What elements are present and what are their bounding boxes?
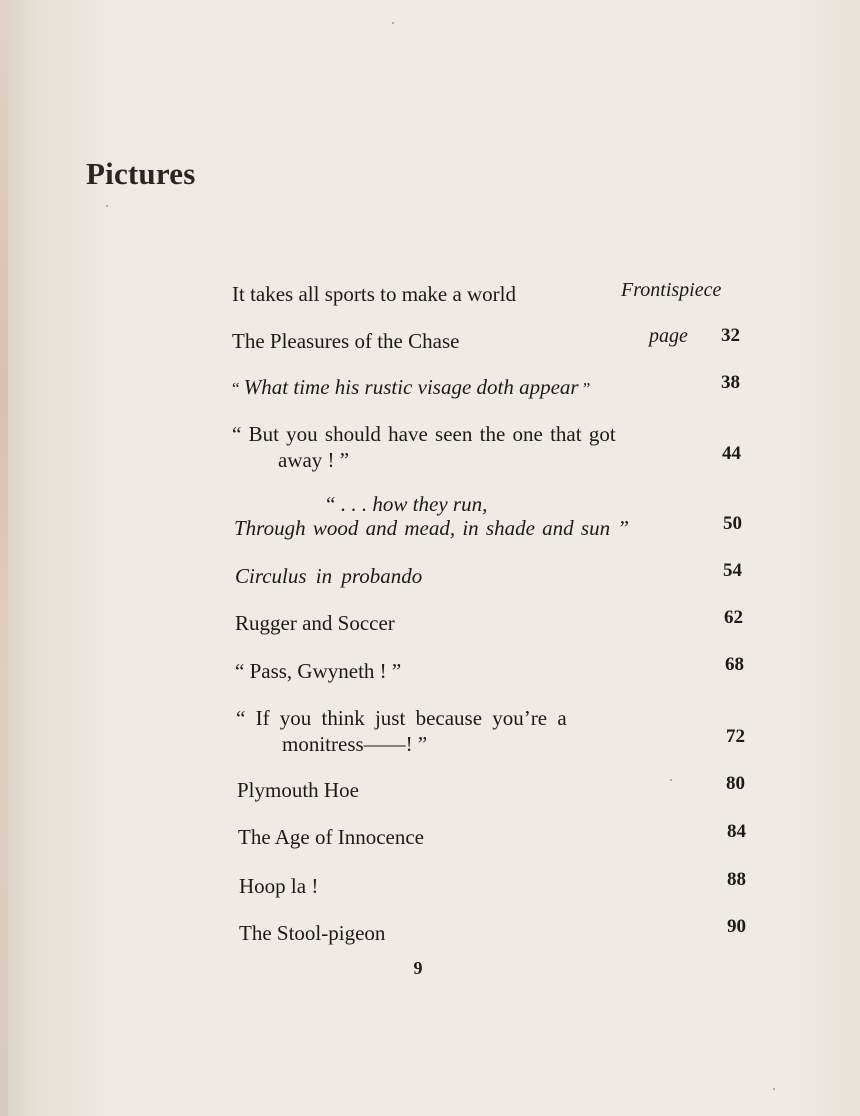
page-title: Pictures — [86, 156, 196, 191]
list-item-title: “ Pass, Gwyneth ! ” — [235, 659, 402, 683]
list-item-page: Frontispiece — [621, 279, 722, 301]
title-text: What time his rustic visage doth appear — [243, 375, 579, 399]
page-gutter-shadow — [0, 0, 8, 1116]
list-item-title-line2: monitress——! ” — [282, 732, 428, 756]
list-item-page: 44 — [722, 443, 741, 464]
list-item-title: It takes all sports to make a world — [232, 282, 517, 306]
list-item-title-line1: “ But you should have seen the one that got — [232, 422, 616, 446]
list-item-page: 90 — [727, 916, 746, 937]
list-item-page: 88 — [727, 869, 746, 890]
paper-speck — [670, 779, 672, 781]
list-item-page: 72 — [726, 726, 745, 747]
list-item-page: 50 — [723, 513, 742, 534]
list-item-title-line2: away ! ” — [278, 448, 350, 472]
list-item-page: 32 — [721, 325, 740, 346]
list-item-title: Circulus in probando — [235, 564, 423, 588]
list-item-page: 38 — [721, 372, 740, 393]
list-item-title-line1: “ . . . how they run, — [324, 492, 488, 516]
page-number: 9 — [413, 958, 423, 978]
list-item-title: The Stool-pigeon — [239, 921, 386, 945]
quote-open: “ — [232, 379, 244, 398]
list-item-title: Hoop la ! — [239, 874, 319, 898]
list-item-title-line1: “ If you think just because you’re a — [236, 706, 567, 730]
paper-speck — [392, 22, 394, 24]
paper-speck — [773, 1088, 775, 1090]
list-item-page: 84 — [727, 821, 746, 842]
list-item-title: Rugger and Soccer — [235, 611, 395, 635]
list-item-title: The Pleasures of the Chase — [232, 329, 460, 353]
list-item-title — [232, 374, 590, 402]
list-item-title: Plymouth Hoe — [237, 778, 359, 802]
list-item-title: The Age of Innocence — [238, 825, 424, 849]
paper-speck — [106, 205, 108, 207]
list-item-page: 54 — [723, 560, 742, 581]
list-item-page: 80 — [726, 773, 745, 794]
list-item-title-line2: Through wood and mead, in shade and sun ” — [234, 516, 629, 540]
quote-close: ” — [578, 379, 591, 398]
page-label: page — [649, 325, 688, 347]
list-item-page: 62 — [724, 607, 743, 628]
list-item-page: 68 — [725, 654, 744, 675]
